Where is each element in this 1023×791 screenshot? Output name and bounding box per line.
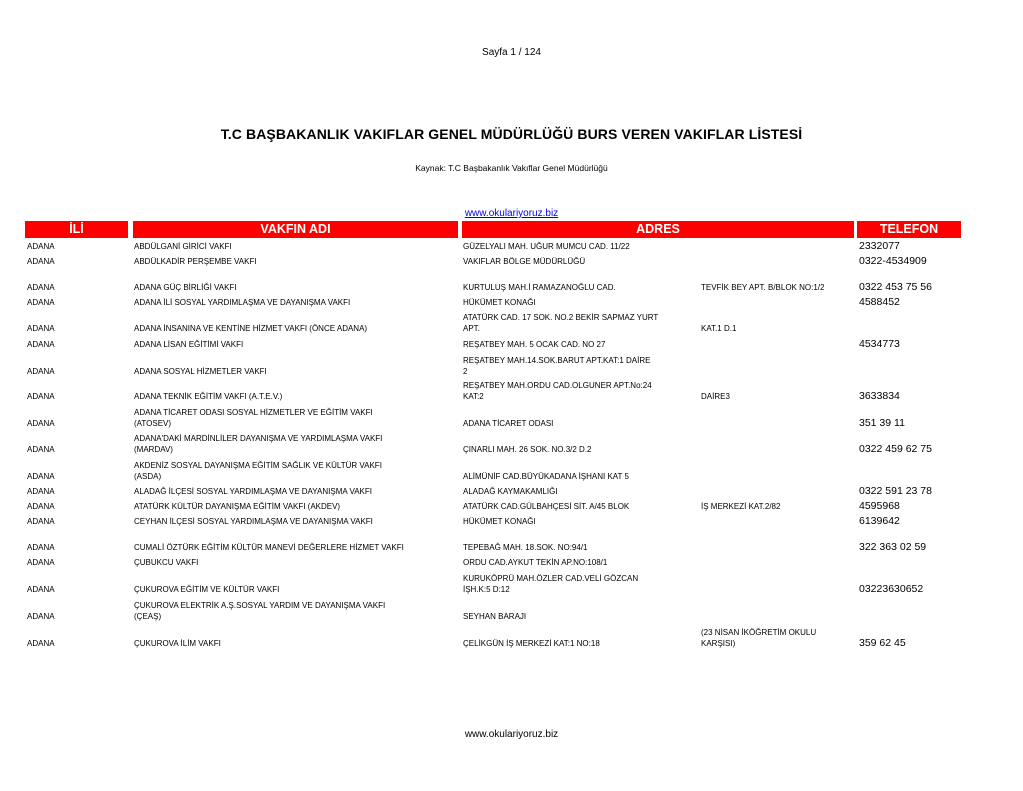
cell-vakif-line: ADANA TİCARET ODASI SOSYAL HİZMETLER VE EĞİTİM VAKFI: [134, 408, 373, 417]
cell-adres-line: İŞH.K:5 D:12: [463, 585, 510, 594]
cell-il: ADANA: [27, 392, 55, 401]
cell-adres-line: HÜKÜMET KONAĞI: [463, 517, 536, 526]
cell-adres-line: ÇELİKGÜN İŞ MERKEZİ KAT:1 NO:18: [463, 639, 600, 648]
cell-vakif-line: AKDENİZ SOSYAL DAYANIŞMA EĞİTİM SAĞLIK VE KÜLTÜR VAKFI: [134, 461, 382, 470]
cell-adres-line: ALİMÜNİF CAD.BÜYÜKADANA İŞHANI KAT 5: [463, 472, 629, 481]
cell-adres-line: REŞATBEY MAH.14.SOK.BARUT APT.KAT:1 DAİRE: [463, 356, 651, 365]
cell-telefon: 4534773: [859, 338, 900, 350]
cell-adres-line: 2: [463, 367, 468, 376]
cell-telefon: 2332077: [859, 240, 900, 252]
cell-adres-line: TEPEBAĞ MAH. 18.SOK. NO:94/1: [463, 543, 588, 552]
cell-vakif-line: ÇUBUKCU VAKFI: [134, 558, 199, 567]
cell-il: ADANA: [27, 445, 55, 454]
cell-adres-2-line: KARŞISI): [701, 639, 736, 648]
cell-telefon: 0322 591 23 78: [859, 485, 932, 497]
cell-il: ADANA: [27, 639, 55, 648]
cell-adres: [463, 638, 600, 649]
table-row: [0, 372, 1023, 402]
cell-vakif-line: ADANA LİSAN EĞİTİMİ VAKFI: [134, 340, 244, 349]
cell-telefon: 4595968: [859, 500, 900, 512]
cell-il: ADANA: [27, 257, 55, 266]
header-telefon: TELEFON: [857, 221, 961, 238]
cell-adres-2-line: KAT.1 D.1: [701, 324, 737, 333]
cell-adres-line: KAT:2: [463, 392, 484, 401]
cell-il: ADANA: [27, 324, 55, 333]
header-il: İLİ: [25, 221, 128, 238]
cell-il: ADANA: [27, 419, 55, 428]
cell-adres-line: ATATÜRK CAD.GÜLBAHÇESİ SİT. A/45 BLOK: [463, 502, 630, 511]
table-row: [0, 592, 1023, 622]
cell-vakif: [134, 638, 221, 649]
header-adres: ADRES: [462, 221, 854, 238]
cell-il: ADANA: [27, 242, 55, 251]
cell-vakif-line: ATATÜRK KÜLTÜR DAYANIŞMA EĞİTİM VAKFI (AKDEV): [134, 502, 341, 511]
cell-il: ADANA: [27, 283, 55, 292]
cell-il: ADANA: [27, 367, 55, 376]
cell-telefon: 0322-4534909: [859, 255, 927, 267]
cell-vakif-line: (ÇEAŞ): [134, 612, 162, 621]
cell-telefon: 359 62 45: [859, 637, 906, 649]
document-title: T.C BAŞBAKANLIK VAKIFLAR GENEL MÜDÜRLÜĞÜ BURS VEREN VAKIFLAR LİSTESİ: [220, 126, 803, 142]
cell-adres-line: ADANA TİCARET ODASI: [463, 419, 554, 428]
cell-vakif-line: ADANA İLİ SOSYAL YARDIMLAŞMA VE DAYANIŞMA VAKFI: [134, 298, 351, 307]
cell-adres-2: [701, 627, 816, 649]
cell-il: ADANA: [27, 340, 55, 349]
cell-telefon: 351 39 11: [859, 417, 905, 429]
cell-il: ADANA: [27, 472, 55, 481]
cell-vakif-line: ÇUKUROVA ELEKTRİK A.Ş.SOSYAL YARDIM VE DAYANIŞMA VAKFI: [134, 601, 386, 610]
cell-adres-line: KURTULUŞ MAH.İ RAMAZANOĞLU CAD.: [463, 283, 616, 292]
table-row: [0, 425, 1023, 455]
cell-il: ADANA: [27, 612, 55, 621]
site-link[interactable]: www.okulariyoruz.biz: [464, 208, 559, 219]
cell-vakif-line: ABDÜLKADİR PERŞEMBE VAKFI: [134, 257, 257, 266]
cell-il: ADANA: [27, 585, 55, 594]
table-row: [0, 565, 1023, 595]
cell-telefon: 0322 453 75 56: [859, 281, 932, 293]
cell-vakif-line: (ASDA): [134, 472, 162, 481]
cell-adres-line: ÇINARLI MAH. 26 SOK. NO.3/2 D.2: [463, 445, 592, 454]
cell-vakif-line: ALADAĞ İLÇESİ SOSYAL YARDIMLAŞMA VE DAYANIŞMA VAKFI: [134, 487, 373, 496]
cell-adres-2-line: İŞ MERKEZİ KAT.2/82: [701, 502, 781, 511]
cell-adres-line: ALADAĞ KAYMAKAMLIĞI: [463, 487, 558, 496]
cell-vakif-line: ADANA'DAKİ MARDİNLİLER DAYANIŞMA VE YARDIMLAŞMA VAKFI: [134, 434, 383, 443]
cell-vakif-line: (MARDAV): [134, 445, 173, 454]
table-row: [0, 538, 1023, 568]
cell-telefon: 0322 459 62 75: [859, 443, 932, 455]
cell-vakif-line: ÇUKUROVA İLİM VAKFI: [134, 639, 221, 648]
table-row: [0, 619, 1023, 649]
cell-il: ADANA: [27, 502, 55, 511]
cell-adres-line: KURUKÖPRÜ MAH.ÖZLER CAD.VELİ GÖZCAN: [463, 574, 639, 583]
cell-il: ADANA: [27, 517, 55, 526]
cell-adres-line: GÜZELYALI MAH. UĞUR MUMCU CAD. 11/22: [463, 242, 630, 251]
source-line: Kaynak: T.C Başbakanlık Vakıflar Genel Müdürlüğü: [415, 163, 608, 173]
cell-adres-line: ATATÜRK CAD. 17 SOK. NO.2 BEKİR SAPMAZ YURT: [463, 313, 659, 322]
cell-telefon: 4588452: [859, 296, 900, 308]
cell-adres-2-line: TEVFİK BEY APT. B/BLOK NO:1/2: [701, 283, 825, 292]
cell-il: ADANA: [27, 558, 55, 567]
cell-adres-2-line: DAİRE3: [701, 392, 730, 401]
cell-vakif-line: ABDÜLGANİ GİRİCİ VAKFI: [134, 242, 232, 251]
cell-vakif-line: CUMALİ ÖZTÜRK EĞİTİM KÜLTÜR MANEVİ DEĞERLERE HİZMET VAKFI: [134, 543, 404, 552]
table-row: [0, 320, 1023, 350]
cell-adres-line: REŞATBEY MAH.ORDU CAD.OLGUNER APT.No:24: [463, 381, 652, 390]
header-vakif: VAKFIN ADI: [133, 221, 458, 238]
cell-telefon: 03223630652: [859, 583, 924, 595]
cell-vakif-line: ÇUKUROVA EĞİTİM VE KÜLTÜR VAKFI: [134, 585, 280, 594]
cell-telefon: 322 363 02 59: [859, 541, 927, 553]
cell-il: ADANA: [27, 543, 55, 552]
cell-adres-line: SEYHAN BARAJI: [463, 612, 527, 621]
cell-vakif-line: (ATOSEV): [134, 419, 172, 428]
cell-vakif-line: CEYHAN İLÇESİ SOSYAL YARDIMLAŞMA VE DAYANIŞMA VAKFI: [134, 517, 373, 526]
cell-il: ADANA: [27, 298, 55, 307]
cell-vakif-line: ADANA TEKNİK EĞİTİM VAKFI (A.T.E.V.): [134, 392, 283, 401]
cell-il: ADANA: [27, 487, 55, 496]
cell-telefon: 6139642: [859, 515, 900, 527]
cell-adres-line: REŞATBEY MAH. 5 OCAK CAD. NO 27: [463, 340, 606, 349]
page-number: Sayfa 1 / 124: [482, 47, 541, 58]
cell-adres-line: VAKIFLAR BÖLGE MÜDÜRLÜĞÜ: [463, 257, 586, 266]
cell-telefon: 3633834: [859, 390, 900, 402]
cell-vakif-line: ADANA İNSANINA VE KENTİNE HİZMET VAKFI (ÖNCE ADANA): [134, 324, 368, 333]
cell-adres-line: HÜKÜMET KONAĞI: [463, 298, 536, 307]
cell-adres-2-line: (23 NİSAN İKÖĞRETİM OKULU: [701, 628, 817, 637]
cell-vakif-line: ADANA SOSYAL HİZMETLER VAKFI: [134, 367, 267, 376]
cell-vakif-line: ADANA GÜÇ BİRLİĞİ VAKFI: [134, 283, 237, 292]
footer-link[interactable]: www.okulariyoruz.biz: [464, 729, 559, 740]
cell-adres-line: ORDU CAD.AYKUT TEKİN AP.NO:108/1: [463, 558, 608, 567]
cell-adres-line: APT.: [463, 324, 480, 333]
